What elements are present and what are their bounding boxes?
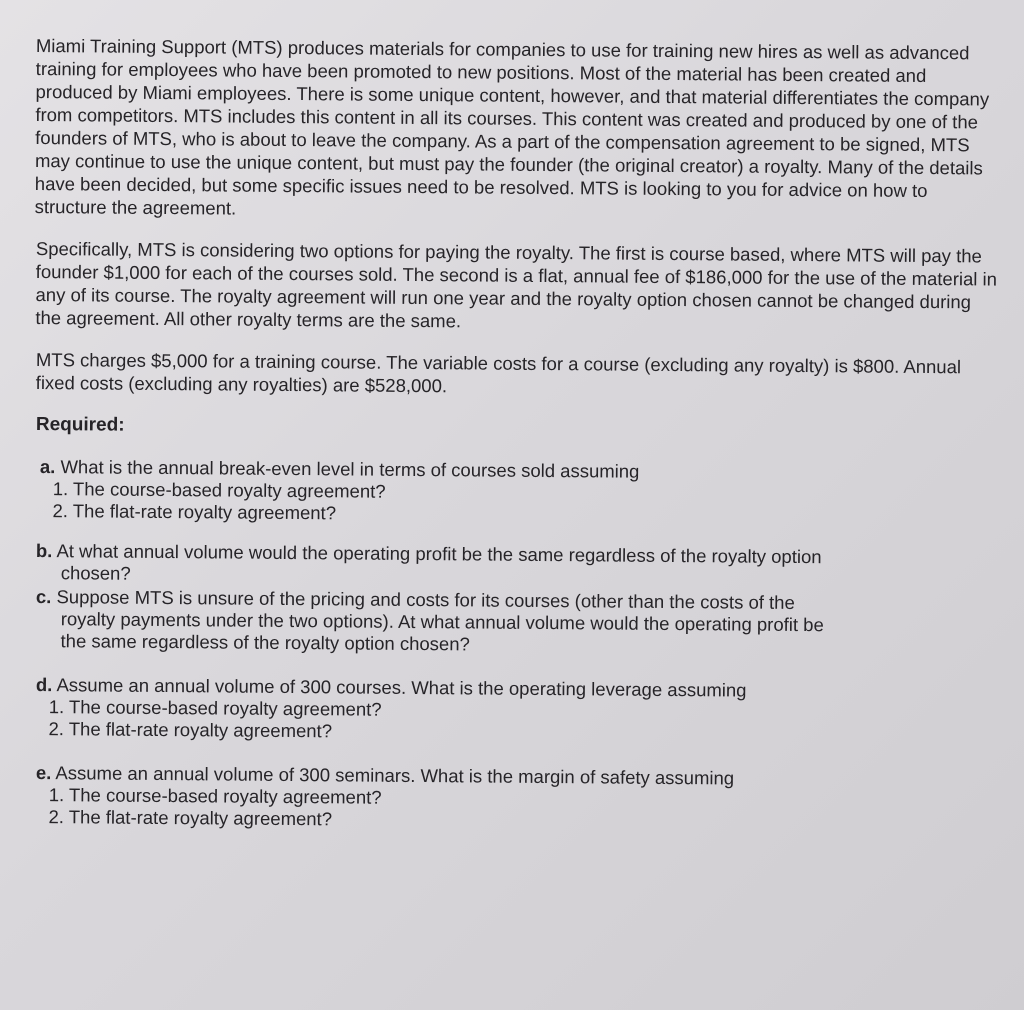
- question-c: [35, 586, 999, 660]
- question-d: [35, 674, 999, 748]
- question-a-sub-1: 1. The course-based royalty agreement?: [52, 478, 386, 502]
- question-c-letter: c.: [35, 586, 52, 608]
- intro-paragraph-2: Specifically, MTS is considering two options for paying the royalty. The first is course based, where MTS will pay the founder $1,000 for each of the courses sold. The second is a flat, annual fee of $186,000 for the use of the material in any of its course. The royalty agreement will run one year and the royalty option chosen cannot be changed during the agreement. All other royalty terms are the same.: [35, 237, 998, 332]
- question-d-text: Assume an annual volume of 300 courses. What is the operating leverage assuming: [56, 674, 747, 701]
- question-b-text-line-1: At what annual volume would the operating profit be the same regardless of the royalty option: [56, 540, 822, 568]
- intro-paragraph-3: MTS charges $5,000 for a training course. The variable costs for a course (excluding any royalty) is $800. Annual fixed costs (excluding any royalties) are $528,000.: [35, 348, 962, 397]
- required-heading: Required:: [35, 414, 125, 436]
- question-e-letter: e.: [35, 762, 52, 784]
- question-a-sub-2: 2. The flat-rate royalty agreement?: [52, 500, 337, 524]
- question-e: [35, 762, 999, 836]
- question-c-text-line-1: Suppose MTS is unsure of the pricing and costs for its courses (other than the costs of the: [56, 586, 795, 613]
- question-d-letter: d.: [35, 674, 53, 696]
- question-e-sub-1: 1. The course-based royalty agreement?: [48, 784, 382, 808]
- question-c-text-line-2: royalty payments under the two options). At what annual volume would the operating profit be: [60, 608, 824, 636]
- question-b-letter: b.: [35, 540, 53, 562]
- question-a: [39, 456, 999, 530]
- question-e-text: Assume an annual volume of 300 seminars. What is the margin of safety assuming: [55, 762, 735, 789]
- question-b-text-line-2: chosen?: [60, 562, 131, 584]
- question-a-letter: a.: [39, 456, 56, 478]
- question-e-sub-2: 2. The flat-rate royalty agreement?: [48, 806, 333, 830]
- question-c-text-line-3: the same regardless of the royalty option chosen?: [60, 630, 470, 655]
- question-a-text: What is the annual break-even level in terms of courses sold assuming: [60, 456, 640, 482]
- question-b: [36, 540, 1000, 592]
- question-d-sub-2: 2. The flat-rate royalty agreement?: [48, 718, 333, 742]
- question-d-sub-1: 1. The course-based royalty agreement?: [48, 696, 382, 720]
- intro-paragraph-1: Miami Training Support (MTS) produces materials for companies to use for training new hires as well as advanced training for employees who have been promoted to new positions. Most of the material has been created and produced by Miami employees. There is some unique content, however, and that material differentiates the company from competitors. MTS includes this content in all its courses. This content was created and produced by one of the founders of MTS, who is about to leave the company. As a part of the compensation agreement to be signed, MTS may continue to use the unique content, but must pay the founder (the original creator) a royalty. Many of the details have been decided, but some specific issues need to be resolved. MTS is looking to you for advice on how to structure the agreement.: [34, 34, 990, 219]
